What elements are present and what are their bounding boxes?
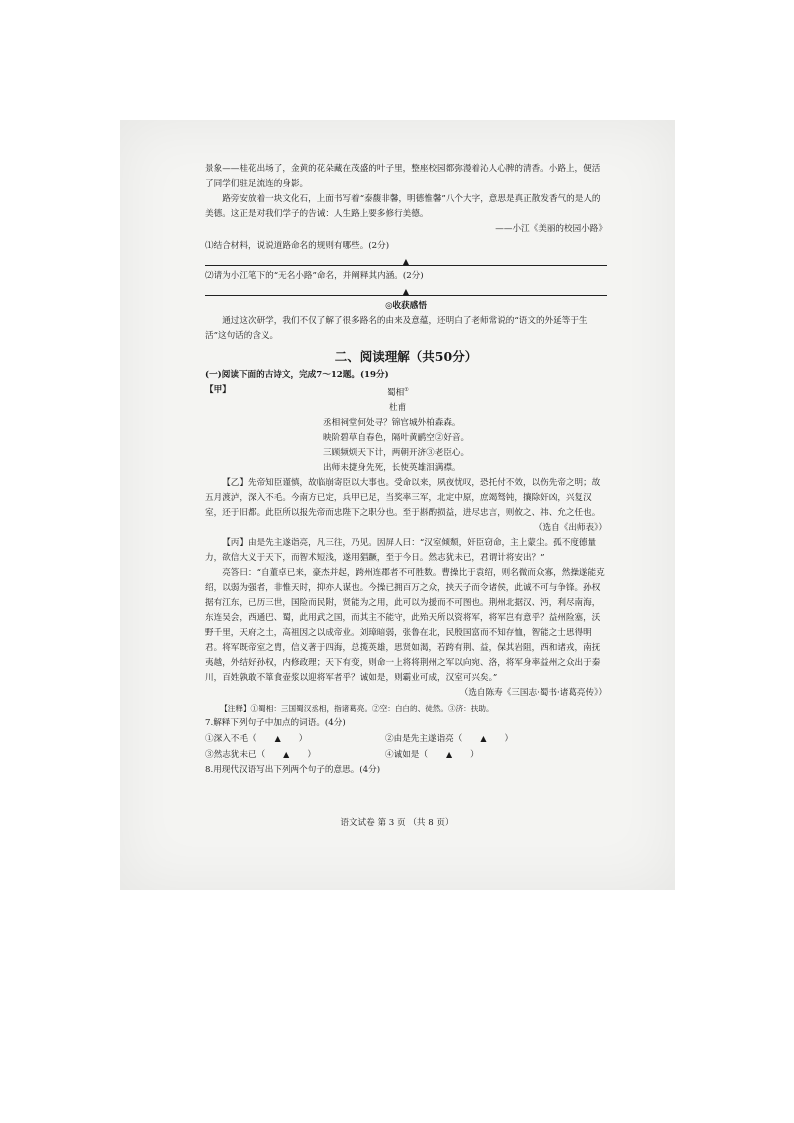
passage-paragraph: 路旁安放着一块文化石，上面书写着“泰馥非馨，明德惟馨”八个大字，意思是真正散发香气的是人的美德。这正是对我们学子的告诫：人生路上要多修行美德。: [205, 194, 601, 219]
q7-item-close: ）: [470, 749, 479, 760]
q7-item-text: ④诚如是（: [385, 749, 428, 760]
poem-line: 映阶碧草自春色，隔叶黄鹂空②好音。: [323, 432, 470, 443]
answer-triangle-icon: ▲: [445, 749, 453, 759]
bing-paragraph: 亮答曰：“自董卓已来，豪杰并起，跨州连郡者不可胜数。曹操比于袁绍，则名微而众寡，然操遂能克绍，以弱为强者，非惟天时，抑亦人谋也。今操已拥百万之众，挟天子而令诸侯，此诚不可与争锋。孙权据有江东，已历三世，国险而民附，贤能为之用，此可以为援而不可图也。荆州北据汉、沔，利尽南海，东连吴会，西通巴、蜀，此用武之国，而其主不能守，此殆天所以资将军，将军岂有意乎？益州险塞，沃野千里，天府之土，高祖因之以成帝业。刘璋暗弱，张鲁在北，民殷国富而不知存恤，智能之士思得明君。将军既帝室之胄，信义著于四海，总揽英雄，思贤如渴，若跨有荆、益，保其岩阻，西和诸戎，南抚夷越，外结好孙权，内修政理；天下有变，则命一上将将荆州之军以向宛、洛，将军身率益州之众出于秦川，百姓孰敢不箪食壶浆以迎将军者乎？诚如是，则霸业可成，汉室可兴矣。”: [205, 567, 605, 683]
poem-title-note: ①: [404, 387, 409, 393]
answer-triangle-icon: ▲: [402, 287, 410, 296]
answer-triangle-icon: ▲: [283, 749, 290, 759]
poem-title-text: 蜀相: [387, 387, 405, 398]
poem-line: 丞相祠堂何处寻？锦官城外柏森森。: [323, 417, 461, 428]
q7-item-close: ）: [307, 749, 316, 760]
poem-author: 杜甫: [389, 402, 407, 413]
q7-item[interactable]: [205, 747, 385, 763]
answer-triangle-icon: ▲: [274, 733, 281, 743]
q7-item-close: ）: [504, 733, 514, 744]
page-content: [205, 162, 607, 778]
harvest-text: 通过这次研学，我们不仅了解了很多路名的由来及意蕴，还明白了老师常说的“语文的外延等于生活”这句话的含义。: [205, 316, 588, 341]
answer-triangle-icon: ▲: [402, 257, 410, 266]
q7-item[interactable]: [385, 731, 565, 747]
q7-item-text: ③然志犹未已（: [205, 749, 266, 760]
jia-label: 【甲】: [205, 385, 231, 395]
q7-item-text: ②由是先主遂诣亮（: [385, 733, 463, 744]
question-8: 8.用现代汉语写出下列两个句子的意思。(4分): [205, 764, 381, 775]
answer-triangle-icon: ▲: [480, 733, 487, 743]
q7-item[interactable]: [205, 731, 385, 747]
poem-line: 三顾频烦天下计，两朝开济③老臣心。: [323, 447, 470, 458]
page-footer: 语文试卷 第 3 页 （共 8 页）: [340, 818, 454, 828]
section-title: 二、阅读理解（共50分）: [334, 349, 478, 364]
q7-row: [205, 731, 607, 747]
q7-item-text: ①深入不毛（: [205, 733, 257, 744]
yi-text: 【乙】先帝知臣谨慎，故临崩寄臣以大事也。受命以来，夙夜忧叹，恐托付不效，以伤先帝之明；故五月渡泸，深入不毛。今南方已定，兵甲已足，当奖率三军，北定中原，庶竭驽钝，攘除奸凶，兴复汉室，还于旧都。此臣所以报先帝而忠陛下之职分也。至于斟酌损益，进尽忠言，则攸之、祎、允之任也。: [205, 477, 601, 518]
q7-item-close: ）: [298, 733, 308, 744]
answer-line[interactable]: [205, 284, 607, 296]
yi-source: （选自《出师表》）: [533, 522, 607, 533]
answer-line[interactable]: [205, 254, 607, 266]
harvest-title: ◎收获感悟: [385, 301, 427, 311]
passage-source: ——小江《美丽的校园小路》: [495, 224, 607, 234]
q7-item[interactable]: [385, 747, 565, 763]
passage-paragraph: 景象——桂花出场了，金黄的花朵藏在茂盛的叶子里，整座校园都弥漫着沁人心脾的清香。小路上，便活了同学们驻足流连的身影。: [205, 164, 601, 189]
q7-row: [205, 747, 607, 763]
poem-line: 出师未捷身先死，长使英雄泪满襟。: [323, 462, 461, 473]
question-1: ⑴结合材料，说说道路命名的规则有哪些。(2分): [205, 241, 390, 251]
notes: 【注释】①蜀相：三国蜀汉丞相，指诸葛亮。②空：白白的、徒然。③济：扶助。: [220, 703, 494, 713]
bing-source: （选自陈寿《三国志·蜀书·诸葛亮传》）: [459, 687, 607, 698]
poem-title: [205, 383, 607, 401]
question-2: ⑵请为小江笔下的“无名小路”命名，并阐释其内涵。(2分): [205, 271, 424, 281]
bing-paragraph: 【丙】由是先主遂诣亮，凡三往，乃见。因屏人曰：“汉室倾颓，奸臣窃命，主上蒙尘。孤不度德量力，欲信大义于天下，而智术短浅，遂用猖蹶，至于今日。然志犹未已，君谓计将安出？”: [205, 537, 597, 563]
section-subtitle: (一)阅读下面的古诗文，完成7～12题。(19分): [205, 370, 389, 380]
question-7: 7.解释下列句子中加点的词语。(4分): [205, 717, 346, 728]
